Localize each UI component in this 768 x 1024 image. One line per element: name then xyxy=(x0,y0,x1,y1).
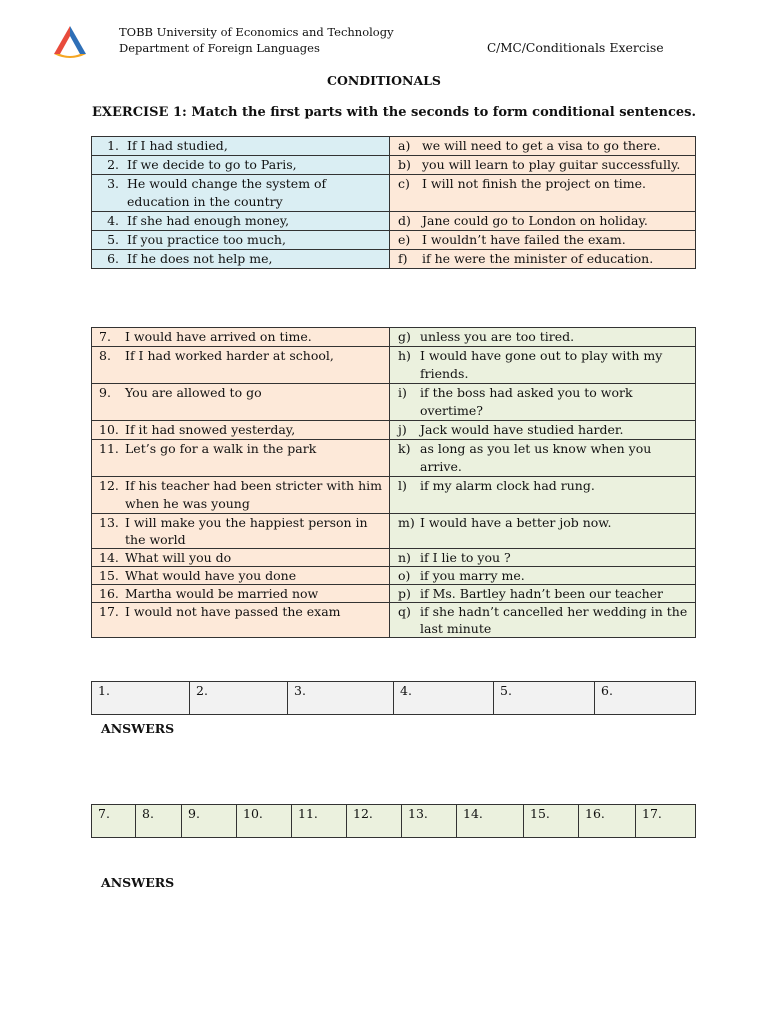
item-text: You are allowed to go xyxy=(125,385,262,400)
sentence-end-cell xyxy=(390,421,696,440)
sentence-end-cell xyxy=(390,549,696,567)
item-text: If you practice too much, xyxy=(127,232,286,247)
sentence-end-cell xyxy=(390,477,696,514)
item-text: Jack would have studied harder. xyxy=(420,422,624,437)
sentence-end-cell xyxy=(390,585,696,603)
item-text: Let’s go for a walk in the park xyxy=(125,441,317,456)
table-row xyxy=(92,585,696,603)
sentence-start-cell xyxy=(92,603,390,638)
list-item xyxy=(92,384,385,402)
sentence-start-cell xyxy=(92,175,390,212)
item-text: What will you do xyxy=(125,550,232,565)
table-row xyxy=(92,421,696,440)
item-text: if he were the minister of education. xyxy=(422,251,654,266)
exercise-instruction: EXERCISE 1: Match the first parts with the seconds to form conditional sentences. xyxy=(92,105,696,120)
answer-cell[interactable]: 11. xyxy=(292,805,347,838)
item-number: 6. xyxy=(107,251,119,266)
item-number: 13. xyxy=(99,515,119,530)
table-row xyxy=(92,440,696,477)
institution-line2: Department of Foreign Languages xyxy=(119,40,320,55)
item-number: 15. xyxy=(99,568,119,583)
list-item xyxy=(92,328,385,346)
item-number: 14. xyxy=(99,550,119,565)
university-logo-icon xyxy=(50,24,90,60)
table-row xyxy=(92,328,696,347)
sentence-start-cell xyxy=(92,549,390,567)
item-number: l) xyxy=(398,478,407,493)
item-text: If she had enough money, xyxy=(127,213,290,228)
item-text: If we decide to go to Paris, xyxy=(127,157,297,172)
item-number: 9. xyxy=(99,385,111,400)
answer-cell[interactable]: 6. xyxy=(595,682,696,715)
item-number: d) xyxy=(398,213,411,228)
item-number: j) xyxy=(398,422,407,437)
answer-grid-2 xyxy=(91,804,696,838)
answer-cell[interactable]: 16. xyxy=(579,805,636,838)
item-text: Jane could go to London on holiday. xyxy=(422,213,648,228)
item-number: 2. xyxy=(107,157,119,172)
sentence-start-cell xyxy=(92,231,390,250)
list-item xyxy=(390,175,691,193)
answer-cell[interactable]: 3. xyxy=(288,682,394,715)
sentence-end-cell xyxy=(390,384,696,421)
list-item xyxy=(92,347,385,365)
sentence-end-cell xyxy=(390,212,696,231)
item-number: 12. xyxy=(99,478,119,493)
item-text: we will need to get a visa to go there. xyxy=(422,138,661,153)
item-number: 1. xyxy=(107,138,119,153)
item-text: If he does not help me, xyxy=(127,251,273,266)
item-text: If it had snowed yesterday, xyxy=(125,422,296,437)
sentence-start-cell xyxy=(92,440,390,477)
answer-cell[interactable]: 14. xyxy=(457,805,524,838)
doc-code: C/MC/ xyxy=(487,41,526,55)
list-item xyxy=(92,477,385,513)
item-text: I will not finish the project on time. xyxy=(422,176,646,191)
answer-cell[interactable]: 17. xyxy=(636,805,696,838)
sentence-start-cell xyxy=(92,421,390,440)
item-number: 17. xyxy=(99,604,119,619)
institution-name xyxy=(119,25,394,56)
list-item xyxy=(92,250,385,268)
sentence-start-cell xyxy=(92,156,390,175)
table-row xyxy=(92,212,696,231)
item-number: h) xyxy=(398,348,411,363)
item-text: I would have arrived on time. xyxy=(125,329,312,344)
answer-cell[interactable]: 2. xyxy=(190,682,288,715)
list-item xyxy=(390,250,691,268)
item-number: 16. xyxy=(99,586,119,601)
sentence-start-cell xyxy=(92,514,390,549)
list-item xyxy=(390,328,691,346)
list-item xyxy=(92,585,385,602)
answer-cell[interactable]: 5. xyxy=(494,682,595,715)
item-text: if Ms. Bartley hadn’t been our teacher xyxy=(420,586,663,601)
table-row xyxy=(92,250,696,269)
item-number: g) xyxy=(398,329,411,344)
answers-label-2: ANSWERS xyxy=(101,875,175,890)
item-text: unless you are too tired. xyxy=(420,329,575,344)
item-number: 11. xyxy=(99,441,119,456)
answer-grid-1 xyxy=(91,681,696,715)
answers-label-1: ANSWERS xyxy=(101,721,175,736)
sentence-start-cell xyxy=(92,328,390,347)
sentence-end-cell xyxy=(390,250,696,269)
document-reference xyxy=(487,40,664,55)
item-text: I will make you the happiest person in the world xyxy=(125,515,368,547)
list-item xyxy=(390,440,691,476)
list-item xyxy=(390,212,691,230)
item-text: Martha would be married now xyxy=(125,586,319,601)
list-item xyxy=(390,585,691,602)
item-number: k) xyxy=(398,441,411,456)
table-row xyxy=(92,549,696,567)
institution-line1: TOBB University of Economics and Technology xyxy=(119,25,394,39)
item-number: i) xyxy=(398,385,407,400)
table-row xyxy=(92,567,696,585)
sentence-end-cell xyxy=(390,328,696,347)
list-item xyxy=(92,156,385,174)
item-number: 4. xyxy=(107,213,119,228)
table-row xyxy=(92,347,696,384)
sentence-end-cell xyxy=(390,514,696,549)
item-number: p) xyxy=(398,586,411,601)
answer-cell[interactable]: 10. xyxy=(237,805,292,838)
list-item xyxy=(390,514,691,531)
sentence-start-cell xyxy=(92,384,390,421)
list-item xyxy=(390,477,691,495)
item-number: n) xyxy=(398,550,411,565)
sentence-start-cell xyxy=(92,567,390,585)
page-title: CONDITIONALS xyxy=(327,73,441,88)
list-item xyxy=(92,231,385,249)
table-row xyxy=(92,175,696,212)
answer-cell[interactable]: 15. xyxy=(524,805,579,838)
table-row xyxy=(92,477,696,514)
item-number: o) xyxy=(398,568,411,583)
item-number: e) xyxy=(398,232,411,247)
list-item xyxy=(390,421,691,439)
item-number: 8. xyxy=(99,348,111,363)
item-text: I would have a better job now. xyxy=(420,515,612,530)
table-row xyxy=(92,384,696,421)
item-text: if she hadn’t cancelled her wedding in the last minute xyxy=(420,604,688,636)
sentence-start-cell xyxy=(92,212,390,231)
sentence-start-cell xyxy=(92,137,390,156)
list-item xyxy=(390,384,691,420)
table-row xyxy=(92,231,696,250)
table-row xyxy=(92,603,696,638)
sentence-end-cell xyxy=(390,175,696,212)
sentence-start-cell xyxy=(92,477,390,514)
answer-cell[interactable]: 7. xyxy=(92,805,136,838)
item-text: if I lie to you ? xyxy=(420,550,511,565)
list-item xyxy=(92,175,385,211)
list-item xyxy=(92,212,385,230)
item-text: I wouldn’t have failed the exam. xyxy=(422,232,626,247)
item-number: a) xyxy=(398,138,411,153)
matching-table-1 xyxy=(91,136,696,269)
item-number: 7. xyxy=(99,329,111,344)
item-text: if the boss had asked you to work overtime? xyxy=(420,385,633,418)
table-row xyxy=(92,514,696,549)
item-text: you will learn to play guitar successfully. xyxy=(422,157,681,172)
sentence-end-cell xyxy=(390,603,696,638)
table-row xyxy=(92,156,696,175)
sentence-start-cell xyxy=(92,250,390,269)
doc-title: Conditionals Exercise xyxy=(525,40,664,55)
list-item xyxy=(92,567,385,584)
item-number: m) xyxy=(398,515,415,530)
sentence-end-cell xyxy=(390,567,696,585)
answer-cell[interactable]: 4. xyxy=(394,682,494,715)
list-item xyxy=(92,549,385,566)
item-number: 5. xyxy=(107,232,119,247)
item-text: if you marry me. xyxy=(420,568,525,583)
list-item xyxy=(92,440,385,458)
sentence-start-cell xyxy=(92,585,390,603)
item-number: b) xyxy=(398,157,411,172)
list-item xyxy=(390,137,691,155)
sentence-end-cell xyxy=(390,347,696,384)
item-text: If I had studied, xyxy=(127,138,228,153)
item-number: q) xyxy=(398,604,411,619)
answer-cell[interactable]: 8. xyxy=(136,805,182,838)
list-item xyxy=(390,567,691,584)
list-item xyxy=(92,514,385,548)
matching-table-2 xyxy=(91,327,696,638)
list-item xyxy=(92,603,385,620)
answer-cell[interactable]: 13. xyxy=(402,805,457,838)
list-item xyxy=(390,347,691,383)
answer-cell[interactable]: 1. xyxy=(92,682,190,715)
item-text: I would not have passed the exam xyxy=(125,604,341,619)
list-item xyxy=(390,231,691,249)
item-number: c) xyxy=(398,176,410,191)
list-item xyxy=(92,137,385,155)
item-text: I would have gone out to play with my friends. xyxy=(420,348,663,381)
sentence-start-cell xyxy=(92,347,390,384)
list-item xyxy=(390,549,691,566)
sentence-end-cell xyxy=(390,137,696,156)
list-item xyxy=(390,603,691,637)
answer-cell[interactable]: 12. xyxy=(347,805,402,838)
item-number: 3. xyxy=(107,176,119,191)
item-text: If his teacher had been stricter with him when he was young xyxy=(125,478,382,511)
list-item xyxy=(390,156,691,174)
table-row xyxy=(92,137,696,156)
item-text: He would change the system of education in the country xyxy=(127,176,327,209)
sentence-end-cell xyxy=(390,231,696,250)
list-item xyxy=(92,421,385,439)
sentence-end-cell xyxy=(390,156,696,175)
answer-cell[interactable]: 9. xyxy=(182,805,237,838)
item-number: 10. xyxy=(99,422,119,437)
item-number: f) xyxy=(398,251,408,266)
item-text: If I had worked harder at school, xyxy=(125,348,334,363)
item-text: What would have you done xyxy=(125,568,297,583)
item-text: as long as you let us know when you arrive. xyxy=(420,441,652,474)
item-text: if my alarm clock had rung. xyxy=(420,478,595,493)
sentence-end-cell xyxy=(390,440,696,477)
